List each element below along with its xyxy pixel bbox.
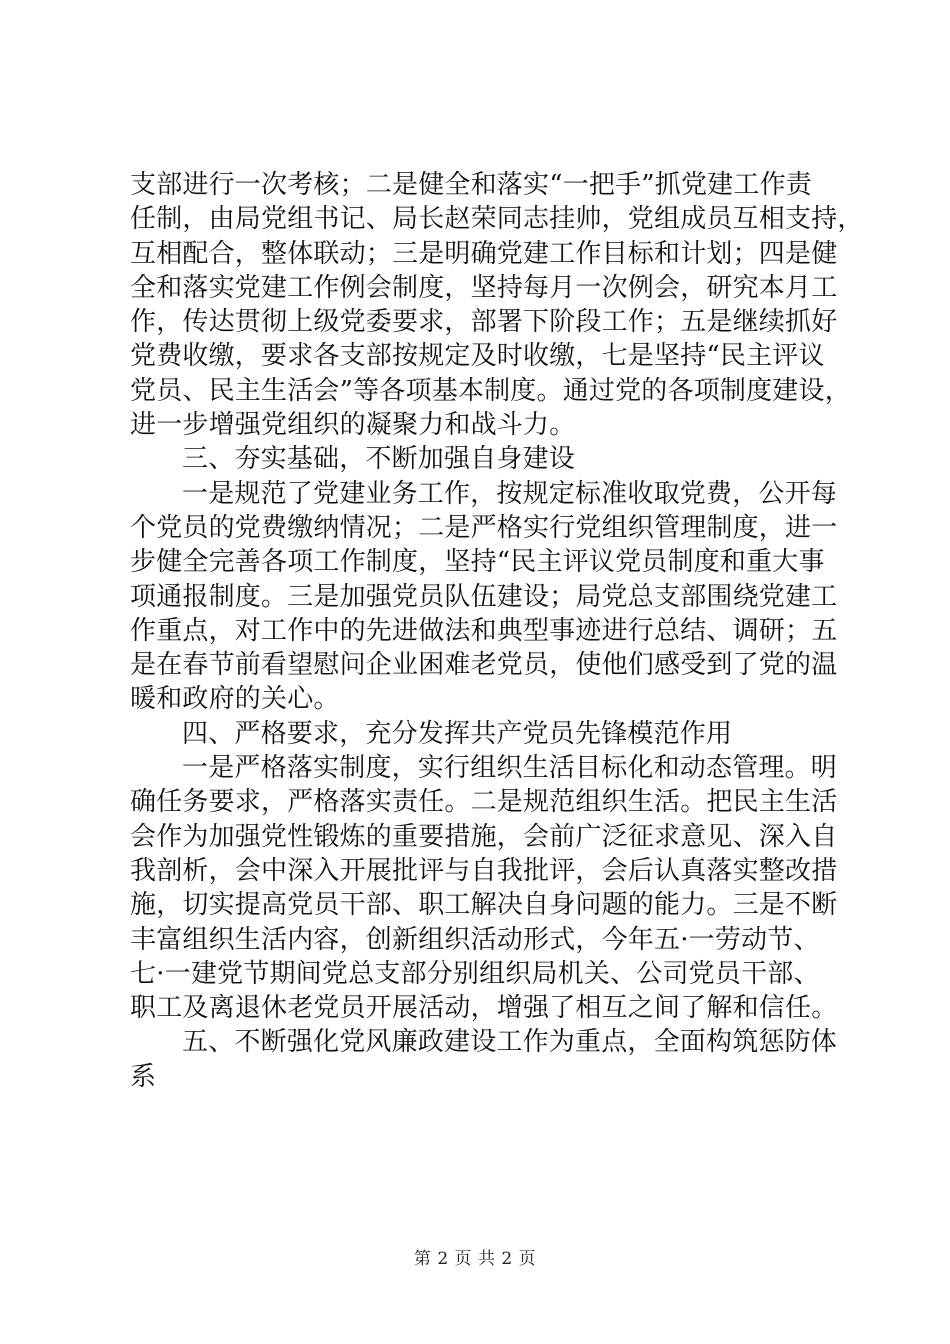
text-line: 确任务要求，严格落实责任。二是规范组织生活。把民主生活 [130,787,838,818]
text-line: 个党员的党费缴纳情况；二是严格实行党组织管理制度，进一 [130,512,838,543]
text-line: 我剖析，会中深入开展批评与自我批评，会后认真落实整改措 [130,855,838,886]
text-line: 互相配合，整体联动；三是明确党建工作目标和计划；四是健 [130,238,838,269]
text-line: 是在春节前看望慰问企业困难老党员，使他们感受到了党的温 [130,650,838,681]
text-line: 四、严格要求，充分发挥共产党员先锋模范作用 [182,718,733,749]
text-line: 七·一建党节期间党总支部分别组织局机关、公司党员干部、 [130,958,820,989]
text-line: 施，切实提高党员干部、职工解决自身问题的能力。三是不断 [130,890,838,921]
page-footer: 第 2 页 共 2 页 [413,1249,537,1269]
text-line: 系 [130,1061,157,1092]
text-line: 一是严格落实制度，实行组织生活目标化和动态管理。明 [182,753,838,784]
text-line: 职工及离退休老党员开展活动，增强了相互之间了解和信任。 [130,993,838,1024]
text-line: 进一步增强党组织的凝聚力和战斗力。 [130,410,576,441]
text-line: 暖和政府的关心。 [130,684,340,715]
text-line: 三、夯实基础，不断加强自身建设 [182,444,576,475]
text-line: 会作为加强党性锻炼的重要措施，会前广泛征求意见、深入自 [130,821,838,852]
text-line: 步健全完善各项工作制度，坚持“民主评议党员制度和重大事 [130,547,825,578]
text-line: 党员、民主生活会”等各项基本制度。通过党的各项制度建设， [130,375,851,406]
text-line: 支部进行一次考核；二是健全和落实“一把手”抓党建工作责 [130,170,812,200]
text-line: 全和落实党建工作例会制度，坚持每月一次例会，研究本月工 [130,272,838,303]
document-body [130,168,864,1094]
text-line: 一是规范了党建业务工作，按规定标准收取党费，公开每 [182,478,838,509]
text-line: 党费收缴，要求各支部按规定及时收缴，七是坚持“民主评议 [130,341,825,372]
text-line: 五、不断强化党风廉政建设工作为重点，全面构筑惩防体 [182,1027,838,1058]
text-line: 丰富组织生活内容，创新组织活动形式，今年五·一劳动节、 [130,924,820,955]
text-line: 作，传达贯彻上级党委要求，部署下阶段工作；五是继续抓好 [130,307,838,338]
text-line: 项通报制度。三是加强党员队伍建设；局党总支部围绕党建工 [130,581,838,612]
text-line: 任制，由局党组书记、局长赵荣同志挂帅，党组成员互相支持， [130,204,864,235]
text-line: 作重点，对工作中的先进做法和典型事迹进行总结、调研；五 [130,615,838,646]
